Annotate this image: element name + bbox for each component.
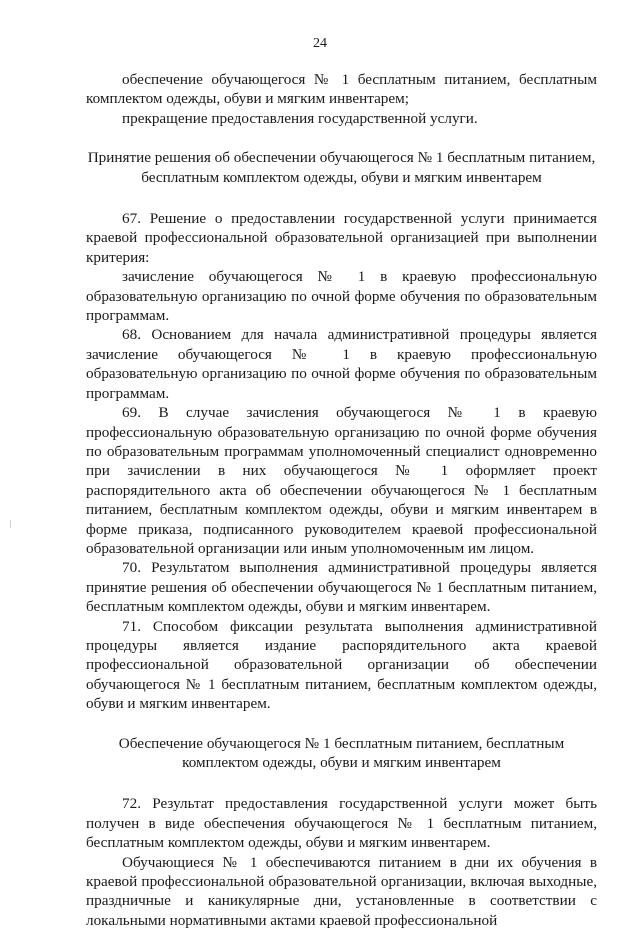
paragraph-67-criterion: зачисление обучающегося № 1 в краевую профессиональную образовательную организацию по очной форме обучения по образовательным программам. — [86, 268, 597, 325]
paragraph-meals: Обучающиеся № 1 обеспечиваются питанием в дни их обучения в краевой профессиональной образовательной организации, включая выходные, праздничные и каникулярные дни, установленные в соответствии с локальными нормативными актами краевой профессиональной — [86, 853, 597, 929]
page-number: 24 — [313, 36, 327, 51]
paragraph-69: 69. В случае зачисления обучающегося № 1 в краевую профессиональную образовательную организацию по очной форме обучения по образовательным программам уполномоченный специалист одновременно при зачислении в них обучающегося № 1 оформляет проект распорядительного акта об обеспечении обучающегося № 1 бесплатным питанием, бесплатным комплектом одежды, обуви и мягким инвентарем в форме приказа, подписанного руководителем краевой профессиональной образовательной организации или иным уполномоченным им лицом. — [86, 404, 597, 557]
section-heading-provision: Обеспечение обучающегося № 1 бесплатным питанием, бесплатным комплектом одежды, обуви и мягким инвентарем — [118, 734, 565, 771]
scan-edge-mark — [10, 520, 11, 528]
document-body — [86, 70, 597, 930]
paragraph-72: 72. Результат предоставления государственной услуги может быть получен в виде обеспечения обучающегося № 1 бесплатным питанием, бесплатным комплектом одежды, обуви и мягким инвентарем. — [86, 795, 597, 852]
paragraph-67: 67. Решение о предоставлении государственной услуги принимается краевой профессиональной образовательной организацией при выполнении критерия: — [86, 210, 597, 266]
paragraph-provision-item: обеспечение обучающегося № 1 бесплатным питанием, бесплатным комплектом одежды, обуви и мягким инвентарем; — [86, 71, 597, 108]
paragraph-68: 68. Основанием для начала административной процедуры является зачисление обучающегося № 1 в краевую профессиональную образовательную организацию по очной форме обучения по образовательным программам. — [86, 326, 597, 402]
section-heading-decision: Принятие решения об обеспечении обучающегося № 1 бесплатным питанием, бесплатным комплектом одежды, обуви и мягким инвентарем — [87, 149, 596, 186]
paragraph-70: 70. Результатом выполнения административной процедуры является принятие решения об обеспечении обучающегося № 1 бесплатным питанием, бесплатным комплектом одежды, обуви и мягким инвентарем. — [86, 559, 597, 616]
paragraph-71: 71. Способом фиксации результата выполнения административной процедуры является издание распорядительного акта краевой профессиональной образовательной организации об обеспечении обучающегося № 1 бесплатным питанием, бесплатным комплектом одежды, обуви и мягким инвентарем. — [86, 617, 597, 713]
paragraph-termination-item: прекращение предоставления государственной услуги. — [122, 109, 478, 127]
